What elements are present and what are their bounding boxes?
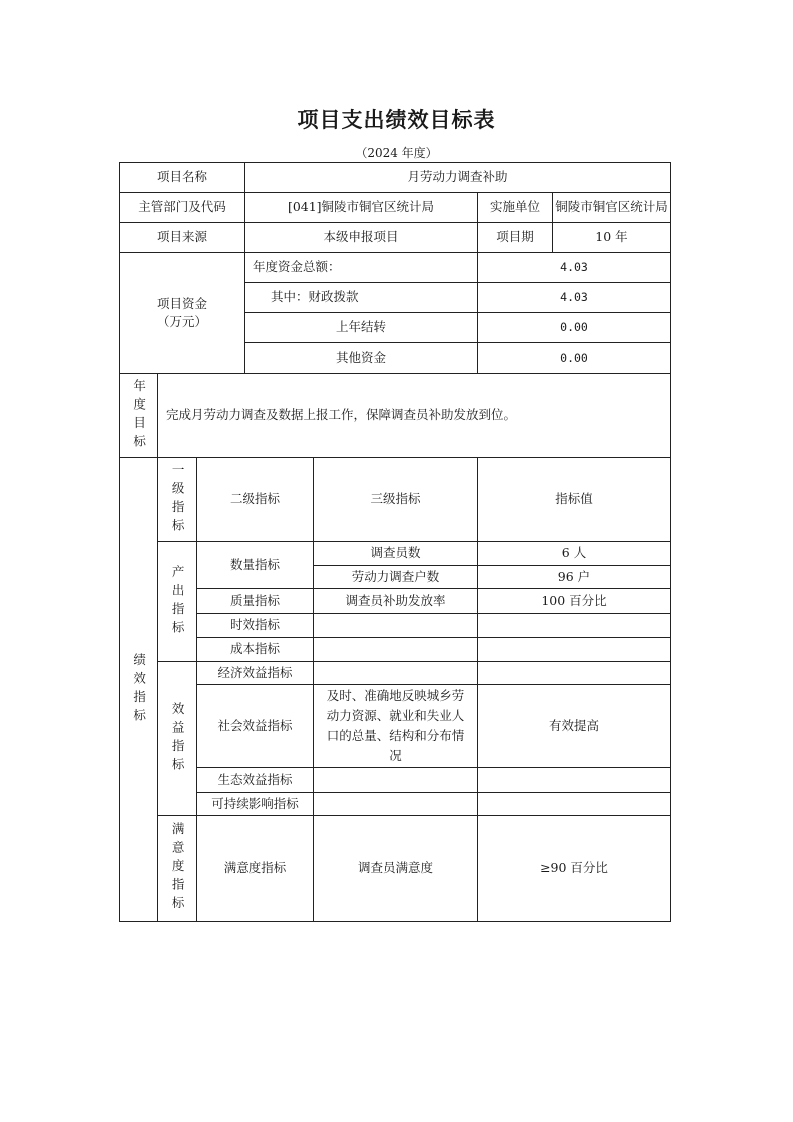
value-header: 指标值 xyxy=(477,457,671,542)
quantity-row-1-name: 调查员数 xyxy=(313,541,478,566)
timeliness-name xyxy=(313,613,478,638)
dept-value: [041]铜陵市铜官区统计局 xyxy=(244,192,478,223)
social-value: 有效提高 xyxy=(477,684,671,768)
ecological-value xyxy=(477,767,671,793)
annual-goal-label: 年度目标 xyxy=(119,373,158,458)
quantity-row-2-value: 96 户 xyxy=(477,565,671,589)
project-name-value: 月劳动力调查补助 xyxy=(244,162,671,193)
cost-value xyxy=(477,637,671,662)
period-label: 项目期 xyxy=(477,222,553,253)
source-label: 项目来源 xyxy=(119,222,245,253)
funds-carryover-value: 0.00 xyxy=(477,312,671,343)
cost-label: 成本指标 xyxy=(196,637,314,662)
satisfaction-level2: 满意度指标 xyxy=(196,815,314,922)
project-name-label: 项目名称 xyxy=(119,162,245,193)
quantity-row-1-value: 6 人 xyxy=(477,541,671,566)
funds-total-label: 年度资金总额： xyxy=(244,252,478,283)
output-label: 产出指标 xyxy=(157,541,197,662)
funds-label: 项目资金 （万元） xyxy=(119,252,245,374)
sustainable-label: 可持续影响指标 xyxy=(196,792,314,816)
level1-header: 一级指标 xyxy=(157,457,197,542)
satisfaction-name: 调查员满意度 xyxy=(313,815,478,922)
economic-name xyxy=(313,661,478,685)
timeliness-value xyxy=(477,613,671,638)
social-label: 社会效益指标 xyxy=(196,684,314,768)
social-name: 及时、准确地反映城乡劳动力资源、就业和失业人口的总量、结构和分布情况 xyxy=(313,684,478,768)
funds-carryover-label: 上年结转 xyxy=(244,312,478,343)
source-value: 本级申报项目 xyxy=(244,222,478,253)
funds-total-value: 4.03 xyxy=(477,252,671,283)
impl-unit-label: 实施单位 xyxy=(477,192,553,223)
sustainable-name xyxy=(313,792,478,816)
ecological-name xyxy=(313,767,478,793)
ecological-label: 生态效益指标 xyxy=(196,767,314,793)
funds-other-value: 0.00 xyxy=(477,342,671,374)
annual-goal-text: 完成月劳动力调查及数据上报工作，保障调查员补助发放到位。 xyxy=(157,373,671,458)
performance-target-table xyxy=(119,162,671,922)
economic-value xyxy=(477,661,671,685)
level2-header: 二级指标 xyxy=(196,457,314,542)
quantity-row-2-name: 劳动力调查户数 xyxy=(313,565,478,589)
period-value: 10 年 xyxy=(552,222,671,253)
satisfaction-label: 满意度指标 xyxy=(157,815,197,922)
performance-label: 绩效指标 xyxy=(119,457,158,922)
quality-value: 100 百分比 xyxy=(477,588,671,614)
cost-name xyxy=(313,637,478,662)
economic-label: 经济效益指标 xyxy=(196,661,314,685)
page-title: 项目支出绩效目标表 xyxy=(297,108,496,132)
impl-unit-value: 铜陵市铜官区统计局 xyxy=(552,192,671,223)
fiscal-year: （2024 年度） xyxy=(355,146,438,160)
dept-label: 主管部门及代码 xyxy=(119,192,245,223)
benefit-label: 效益指标 xyxy=(157,661,197,816)
quantity-label: 数量指标 xyxy=(196,541,314,589)
funds-fiscal-value: 4.03 xyxy=(477,282,671,313)
satisfaction-value: ≥90 百分比 xyxy=(477,815,671,922)
funds-other-label: 其他资金 xyxy=(244,342,478,374)
funds-fiscal-label: 其中：财政拨款 xyxy=(244,282,478,313)
timeliness-label: 时效指标 xyxy=(196,613,314,638)
quality-name: 调查员补助发放率 xyxy=(313,588,478,614)
level3-header: 三级指标 xyxy=(313,457,478,542)
quality-label: 质量指标 xyxy=(196,588,314,614)
sustainable-value xyxy=(477,792,671,816)
